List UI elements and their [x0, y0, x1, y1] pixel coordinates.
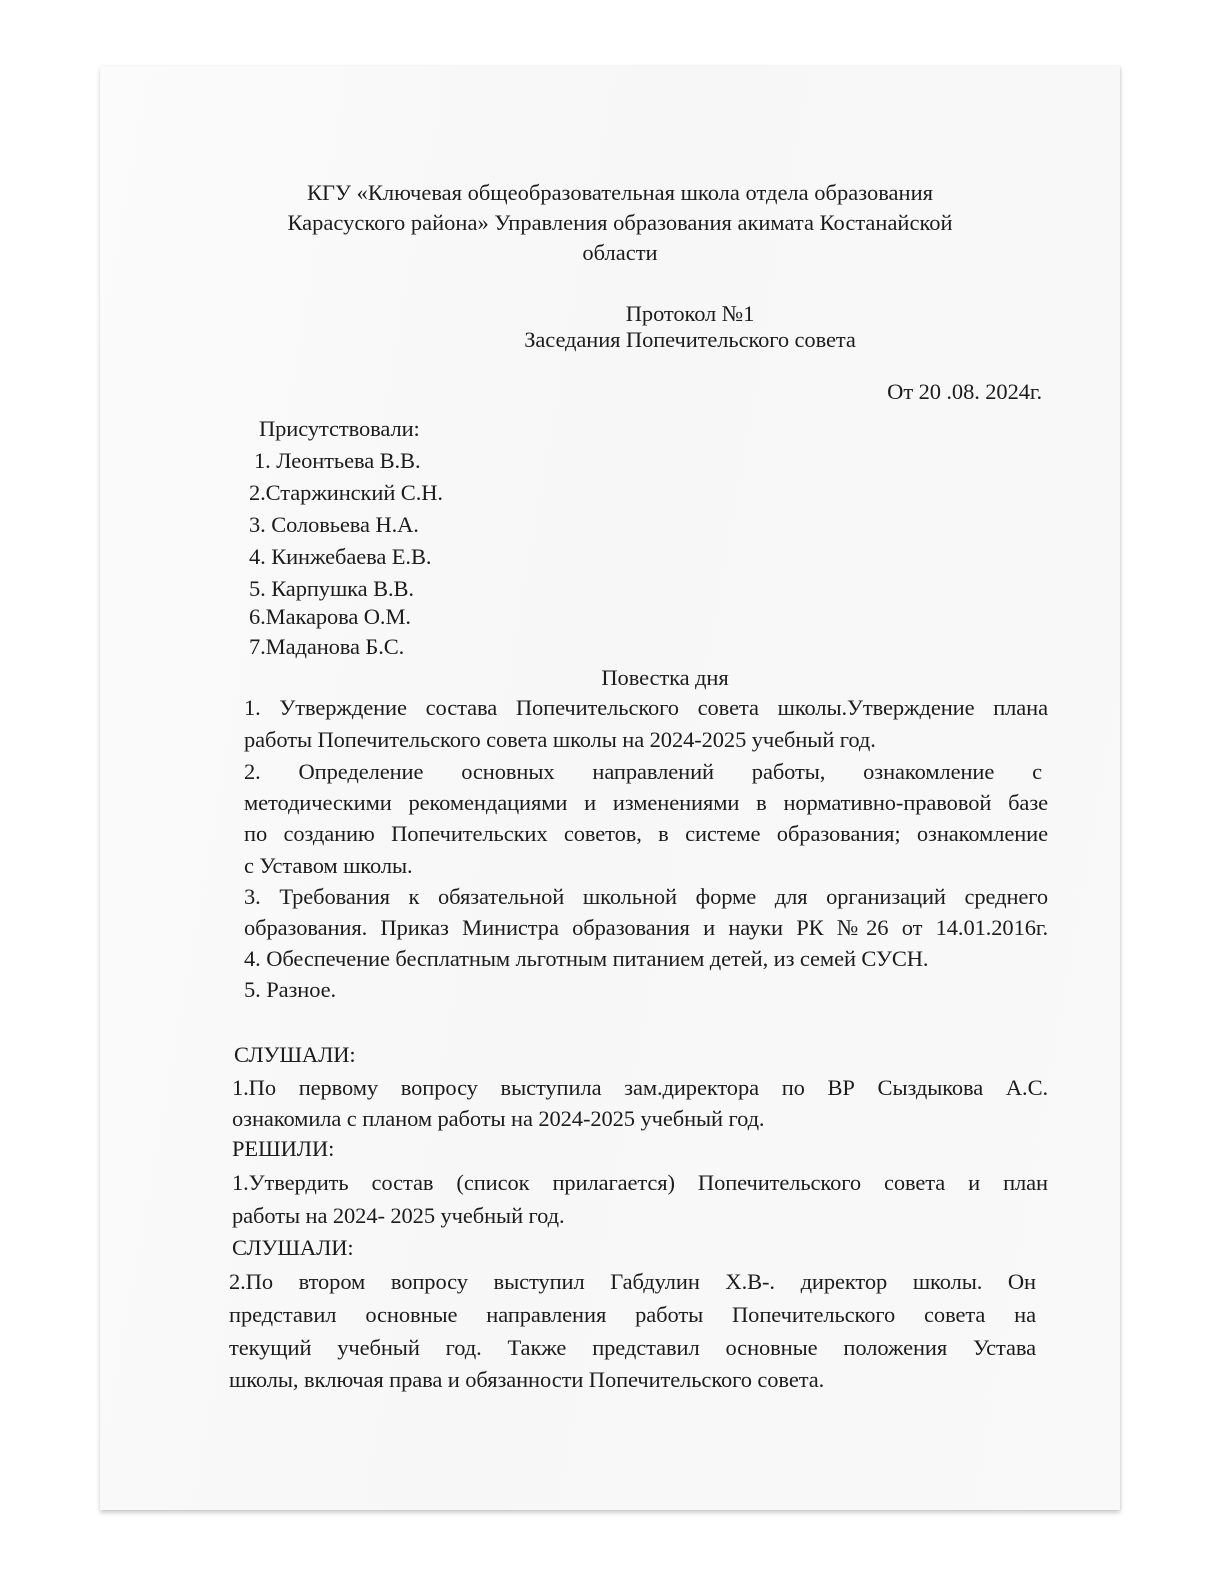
decided-1-line: работы на 2024- 2025 учебный год. — [232, 1203, 565, 1228]
heard-2-line: школы, включая права и обязанности Попечительского совета. — [229, 1367, 825, 1392]
agenda-line: 5. Разное. — [244, 977, 337, 1002]
organization-name — [180, 179, 1060, 267]
heard-2-label: СЛУШАЛИ: — [232, 1235, 354, 1260]
attendee-item: 1. Леонтьева В.В. — [254, 448, 421, 473]
agenda-line: 2. Определение основных направлений работы, ознакомление с — [244, 759, 1042, 784]
agenda-line: образования. Приказ Министра образования и науки РК №26 от 14.01.2016г. — [244, 915, 1048, 940]
heard-2-line: текущий учебный год. Также представил основные положения Устава — [229, 1335, 1036, 1360]
agenda-line: 3. Требования к обязательной школьной форме для организаций среднего — [244, 884, 1048, 909]
heard-1-label: СЛУШАЛИ: — [234, 1042, 356, 1067]
attendee-item: 7.Маданова Б.С. — [249, 634, 405, 659]
decided-1-line: 1.Утвердить состав (список прилагается) Попечительского совета и план — [232, 1170, 1048, 1195]
heard-2-line: представил основные направления работы Попечительского совета на — [229, 1302, 1036, 1327]
organization-line-2: Карасуского района» Управления образования акимата Костанайской — [287, 210, 953, 235]
agenda-line: работы Попечительского совета школы на 2024-2025 учебный год. — [244, 727, 876, 752]
heard-2-line: 2.По втором вопросу выступил Габдулин Х.В-. директор школы. Он — [229, 1269, 1036, 1294]
heard-1-line: ознакомила с планом работы на 2024-2025 учебный год. — [232, 1106, 765, 1131]
organization-line-1: КГУ «Ключевая общеобразовательная школа отдела образования — [307, 180, 933, 205]
heard-1-line: 1.По первому вопросу выступила зам.директора по ВР Сыздыкова А.С. — [232, 1075, 1048, 1100]
agenda-line: методическими рекомендациями и изменениями в нормативно-правовой базе — [244, 790, 1048, 815]
protocol-date: От 20 .08. 2024г. — [887, 379, 1042, 404]
attendee-item: 4. Кинжебаева Е.В. — [249, 544, 432, 569]
agenda-line: по созданию Попечительских советов, в системе образования; ознакомление — [244, 821, 1048, 846]
attendee-item: 6.Макарова О.М. — [249, 604, 411, 629]
agenda-line: 1. Утверждение состава Попечительского совета школы.Утверждение плана — [244, 695, 1048, 720]
attendee-item: 2.Старжинский С.Н. — [249, 480, 443, 505]
attendee-item: 5. Карпушка В.В. — [249, 576, 414, 601]
decided-1-label: РЕШИЛИ: — [232, 1136, 335, 1161]
protocol-title: Протокол №1 — [625, 301, 755, 326]
attendee-item: 3. Соловьева Н.А. — [249, 512, 419, 537]
agenda-line: с Уставом школы. — [244, 853, 413, 878]
organization-line-3: области — [582, 240, 658, 265]
attendees-label: Присутствовали: — [259, 416, 420, 441]
agenda-line: 4. Обеспечение бесплатным льготным питанием детей, из семей СУСН. — [244, 946, 929, 971]
protocol-subtitle: Заседания Попечительского совета — [524, 327, 856, 352]
agenda-title: Повестка дня — [601, 665, 729, 690]
